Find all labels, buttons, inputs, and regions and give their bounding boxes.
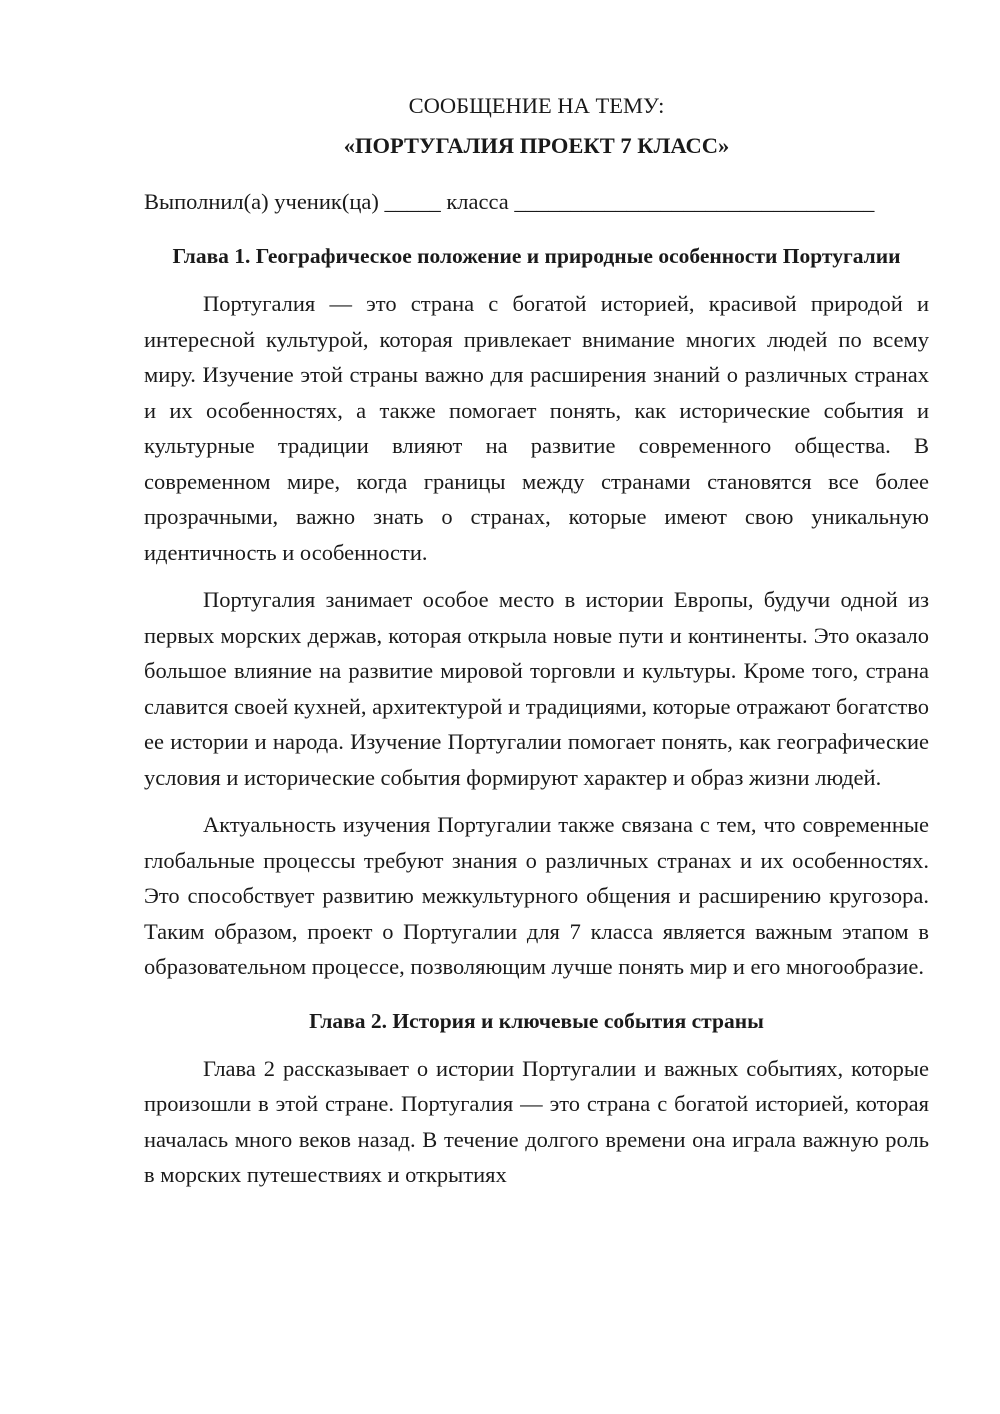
chapter-1-paragraph: Португалия — это страна с богатой историей, красивой природой и интересной культурой, которая привлекает внимание многих людей по всему миру. Изучение этой страны важно для расширения знаний о различных странах и их особенностях, а также помогает понять, как исторические события и культурные традиции влияют на развитие современного общества. В современном мире, когда границы между странами становятся все более прозрачными, важно знать о странах, которые имеют свою уникальную идентичность и особенности. (144, 291, 929, 565)
chapter-2-heading: Глава 2. История и ключевые события страны (309, 1008, 764, 1033)
chapter-1-heading: Глава 1. Географическое положение и природные особенности Португалии (172, 244, 901, 268)
document-page (144, 88, 929, 1193)
title-line-2: «ПОРТУГАЛИЯ ПРОЕКТ 7 КЛАСС» (343, 133, 730, 158)
chapter-2-paragraph: Глава 2 рассказывает о истории Португалии и важных событиях, которые произошли в этой стране. Португалия — это страна с богатой историей, которая началась много веков назад. В течение долгого времени она играла важную роль в морских путешествиях и открытиях (144, 1055, 929, 1187)
chapter-1-paragraph: Португалия занимает особое место в истории Европы, будучи одной из первых морских держав, которая открыла новые пути и континенты. Это оказало большое влияние на развитие мировой торговли и культуры. Кроме того, страна славится своей кухней, архитектурой и традициями, которые отражают богатство ее истории и народа. Изучение Португалии помогает понять, как географические условия и исторические события формируют характер и образ жизни людей. (144, 587, 929, 790)
author-line: Выполнил(а) ученик(ца) _____ класса ________________________________ (144, 189, 875, 214)
title-line-1: СООБЩЕНИЕ НА ТЕМУ: (408, 93, 665, 118)
chapter-1-paragraph: Актуальность изучения Португалии также связана с тем, что современные глобальные процессы требуют знания о различных странах и их особенностях. Это способствует развитию межкультурного общения и расширению кругозора. Таким образом, проект о Португалии для 7 класса является важным этапом в образовательном процессе, позволяющим лучше понять мир и его многообразие. (144, 812, 929, 979)
